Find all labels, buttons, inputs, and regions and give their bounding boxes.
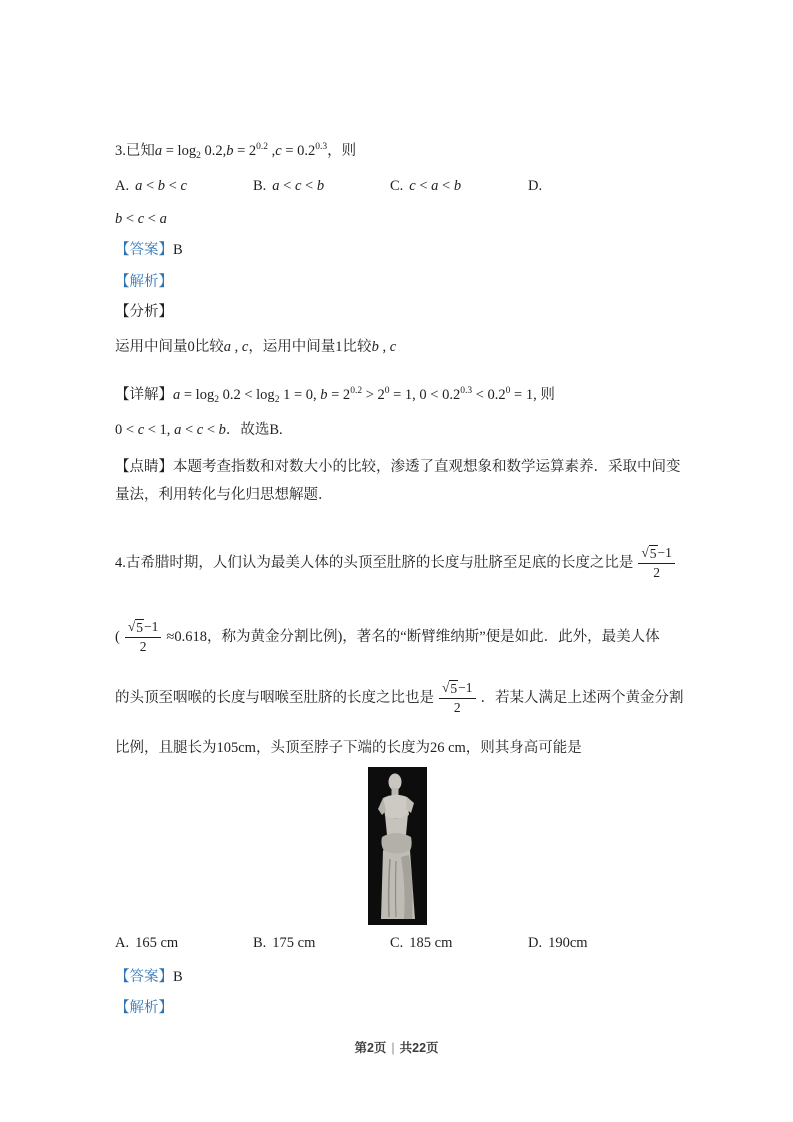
q4-jiexi-label: 【解析】 <box>115 1000 173 1016</box>
denominator: 2 <box>139 639 147 654</box>
text-token: b <box>316 178 325 194</box>
q3-option-b-text <box>272 178 324 194</box>
golden-ratio-fraction-1 <box>638 545 675 580</box>
golden-ratio-fraction-3 <box>439 680 476 715</box>
text-token: a <box>272 178 280 194</box>
text-token: < 1, <box>144 422 175 438</box>
q3-option-b-key: B. <box>253 178 267 194</box>
q3-jiexi-label: 【解析】 <box>115 274 173 290</box>
q4-options-row <box>0 935 793 957</box>
radical-sign: √ <box>442 680 450 696</box>
q4-jiexi-line <box>115 997 173 1019</box>
text-token: b <box>157 178 166 194</box>
q3-fenxi-label: 【分析】 <box>115 304 173 320</box>
text-token: a <box>223 339 231 355</box>
q3-jiexi-line <box>115 271 173 293</box>
text-token: b <box>115 211 123 227</box>
text-token: a <box>154 143 163 159</box>
text-token: c <box>409 178 416 194</box>
q3-answer-label: 【答案】 <box>115 242 173 258</box>
denominator: 2 <box>453 700 461 715</box>
q3-xiangjie-label: 【详解】 <box>115 387 173 403</box>
text-token: c <box>241 339 249 355</box>
q3-dianjing-label: 【点睛】 <box>115 459 173 475</box>
q3-fenxi-text <box>115 336 396 358</box>
q3-option-b <box>253 178 324 195</box>
q4-stem-line1 <box>115 545 680 580</box>
footer-separator: | <box>391 1041 395 1055</box>
q4-option-d-text: 190cm <box>548 935 588 951</box>
text-token: a <box>431 178 439 194</box>
text-token: 0.2, <box>200 143 227 159</box>
q3-option-c-text <box>409 178 461 194</box>
text-token: < <box>142 178 158 194</box>
q4-option-a-text: 165 cm <box>135 935 179 951</box>
text-token: , <box>231 339 242 355</box>
text-token: c <box>180 178 187 194</box>
q4-option-c-key: C. <box>390 935 404 951</box>
text-token: = log <box>162 143 197 159</box>
text-token: a <box>159 211 167 227</box>
text-token: b <box>218 422 226 438</box>
page-footer <box>0 1038 793 1056</box>
q4-stem-line4: 比例，且腿长为105cm，头顶至脖子下端的长度为26 cm，则其身高可能是 <box>115 740 582 756</box>
text-token: b <box>453 178 462 194</box>
numerator-rest: −1 <box>657 545 672 561</box>
radical-sign: √ <box>127 619 136 635</box>
q3-answer-line <box>115 239 183 261</box>
text-token: < <box>144 211 160 227</box>
q3-xiangjie-line1 <box>115 380 555 411</box>
numerator-rest: −1 <box>458 680 473 696</box>
sup-token: 0.2 <box>256 142 269 152</box>
q3-option-c <box>390 178 461 195</box>
q3-option-d-overflow <box>115 208 167 230</box>
text-token: c <box>294 178 302 194</box>
q3-option-a-text <box>135 178 187 194</box>
text-token: c <box>196 422 204 438</box>
q4-stem-line2 <box>115 619 660 654</box>
venus-statue-illustration <box>368 767 427 925</box>
text-token: b <box>320 387 328 403</box>
q3-answer-value: B <box>173 242 183 258</box>
text-token: c <box>137 211 145 227</box>
q3-options-row <box>0 178 793 200</box>
q4-answer-label: 【答案】 <box>115 969 173 985</box>
text-token: < <box>301 178 317 194</box>
text-token: 运用中间量0比较 <box>115 339 224 355</box>
footer-page-number: 第2页 <box>354 1041 387 1055</box>
text-token: c <box>389 339 397 355</box>
text-token: = 1, 0 < 0.2 <box>389 387 461 403</box>
q4-option-c-text: 185 cm <box>409 935 453 951</box>
sup-token: 0.3 <box>315 142 328 152</box>
text-token: = 2 <box>233 143 257 159</box>
q3-xiangjie-math1 <box>173 387 555 403</box>
text-token: < <box>438 178 454 194</box>
q4-option-b-text: 175 cm <box>272 935 316 951</box>
sub-token: 2 <box>196 151 201 161</box>
q4-stem-line3-post: ．若某人满足上述两个黄金分割 <box>480 690 684 706</box>
text-token: , <box>378 339 390 355</box>
text-token: < <box>181 422 197 438</box>
q3-option-a <box>115 178 187 195</box>
radicand: 5 <box>136 620 144 636</box>
text-token: < <box>203 422 219 438</box>
text-token: 0.2 < log <box>218 387 275 403</box>
sup-token: 0.2 <box>350 386 363 396</box>
text-token: c <box>275 143 282 159</box>
q4-option-b <box>253 935 315 952</box>
text-token: = 2 <box>327 387 351 403</box>
text-token: < <box>279 178 295 194</box>
q3-xiangjie-line2 <box>115 419 283 441</box>
q3-dianjing-line1 <box>115 456 681 478</box>
text-token: 1 = 0, <box>279 387 321 403</box>
q3-option-d <box>528 178 548 195</box>
q4-option-a <box>115 935 178 952</box>
golden-ratio-fraction-2 <box>125 619 162 654</box>
radical-sign: √ <box>641 545 649 561</box>
sup-token: 0.3 <box>460 386 473 396</box>
q4-option-b-key: B. <box>253 935 267 951</box>
sub-token: 2 <box>214 395 219 405</box>
denominator: 2 <box>653 565 661 580</box>
text-token: = 1, 则 <box>510 387 555 403</box>
q3-dianjing-text1: 本题考查指数和对数大小的比较，渗透了直观想象和数学运算素养．采取中间变 <box>173 459 681 475</box>
q4-stem-line2-text: ≈0.618，称为黄金分割比例)，著名的“断臂维纳斯”便是如此．此外，最美人体 <box>166 629 660 645</box>
text-token: < <box>122 211 138 227</box>
text-token: < <box>415 178 432 194</box>
radicand: 5 <box>450 681 458 697</box>
q3-option-c-key: C. <box>390 178 404 194</box>
text-token: = 0.2 <box>281 143 316 159</box>
q4-answer-value: B <box>173 969 183 985</box>
radicand: 5 <box>649 546 657 562</box>
sub-token: 2 <box>274 395 280 405</box>
q4-option-d-key: D. <box>528 935 543 951</box>
sup-token: 0 <box>505 386 511 396</box>
footer-total-pages: 共22页 <box>399 1041 439 1055</box>
numerator-rest: −1 <box>144 619 159 635</box>
q3-option-d-key: D. <box>528 178 543 194</box>
text-token: ，运用中间量1比较 <box>248 339 372 355</box>
text-token: b <box>226 143 234 159</box>
text-token: = log <box>180 387 215 403</box>
text-token: < 0.2 <box>472 387 506 403</box>
text-token: ．故选B. <box>225 422 283 438</box>
text-token: 0 < <box>115 422 138 438</box>
sup-token: 0 <box>384 386 390 396</box>
q4-stem-line2-open: ( <box>115 629 120 645</box>
text-token: ，则 <box>327 143 357 159</box>
q4-answer-line <box>115 966 183 988</box>
q4-option-a-key: A. <box>115 935 130 951</box>
q4-option-c <box>390 935 452 952</box>
text-token: b <box>371 339 379 355</box>
q3-stem <box>115 136 356 167</box>
text-token: a <box>135 178 143 194</box>
text-token: > 2 <box>362 387 385 403</box>
q3-option-a-key: A. <box>115 178 130 194</box>
q4-option-d <box>528 935 588 952</box>
q4-stem-line1-text: 4.古希腊时期，人们认为最美人体的头顶至肚脐的长度与肚脐至足底的长度之比是 <box>115 555 634 571</box>
text-token: 3.已知 <box>115 143 155 159</box>
venus-statue-image <box>368 767 427 925</box>
q3-fenxi-line <box>115 301 173 323</box>
text-token: a <box>174 422 182 438</box>
q4-stem-line3 <box>115 680 684 715</box>
q3-dianjing-line2: 量法，利用转化与化归思想解题． <box>115 487 333 503</box>
text-token: , <box>268 143 276 159</box>
text-token: c <box>137 422 145 438</box>
text-token: a <box>173 387 181 403</box>
q4-stem-line3-pre: 的头顶至咽喉的长度与咽喉至肚脐的长度之比也是 <box>115 690 434 706</box>
text-token: < <box>165 178 181 194</box>
